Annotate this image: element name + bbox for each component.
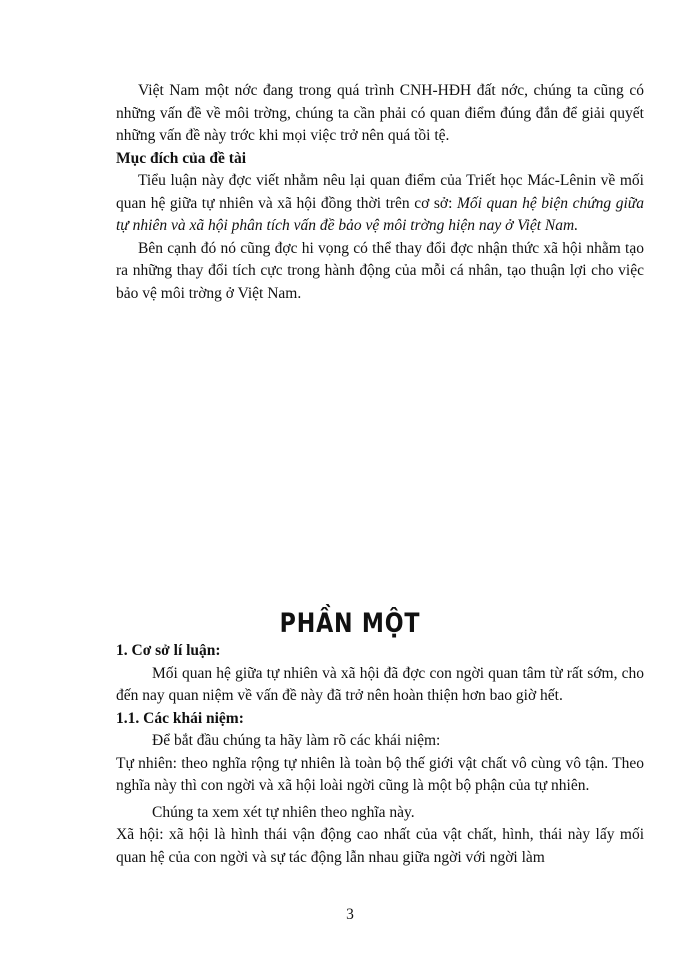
section-1-paragraph-5: Xã hội: xã hội là hình thái vận động cao nhất của vật chất, hình, thái này lấy mối quan hệ của con ngời và sự tác động lẫn nhau giữa ngời với ngời làm [116, 826, 644, 866]
section-1-paragraph-3: Tự nhiên: theo nghĩa rộng tự nhiên là toàn bộ thế giới vật chất vô cùng vô tận. Theo nghĩa này thì con ngời và xã hội loài ngời cũng là một bộ phận của tự nhiên. [116, 754, 644, 794]
intro-paragraph-2-italic: Mối quan hệ biện chứng giữa tự nhiên và xã hội phân tích vấn đề bảo vệ môi trờng hiện nay ở Việt Nam. [116, 194, 644, 234]
intro-paragraph-3: Bên cạnh đó nó cũng đợc hi vọng có thể thay đổi đợc nhận thức xã hội nhằm tạo ra những thay đổi tích cực trong hành động của mỗi cá nhân, tạo thuận lợi cho việc bảo vệ môi trờng ở Việt Nam. [116, 239, 644, 302]
page-number: 3 [346, 906, 354, 923]
intro-paragraph-2 [116, 170, 644, 238]
intro-paragraph-2-text: Tiểu luận này đợc viết nhằm nêu lại quan điểm của Triết học Mác-Lênin về mối quan hệ giữa tự nhiên và xã hội đồng thời trên cơ sở: [116, 172, 644, 212]
section-1-paragraph-2: Để bắt đầu chúng ta hãy làm rõ các khái niệm: [152, 732, 441, 749]
intro-section [116, 80, 644, 305]
section-1-1-heading: 1.1. Các khái niệm: [116, 709, 244, 727]
purpose-heading: Mục đích của đề tài [116, 149, 247, 167]
section-1-paragraph-1: Mối quan hệ giữa tự nhiên và xã hội đã đợc con ngời quan tâm từ rất sớm, cho đến nay quan niệm về vấn đề này đã trở nên hoàn thiện hơn bao giờ hết. [116, 664, 644, 704]
section-1 [116, 640, 644, 869]
section-1-paragraph-4: Chúng ta xem xét tự nhiên theo nghĩa này. [152, 803, 415, 821]
part-title: PHẦN MỘT [279, 608, 421, 639]
intro-paragraph-1: Việt Nam một nớc đang trong quá trình CNH-HĐH đất nớc, chúng ta cũng có những vấn đề về môi trờng, chúng ta cần phải có quan điểm đúng đắn để giải quyết những vấn đề này trớc khi mọi việc trở nên quá tồi tệ. [116, 82, 644, 144]
section-1-heading: 1. Cơ sở lí luận: [116, 642, 221, 659]
